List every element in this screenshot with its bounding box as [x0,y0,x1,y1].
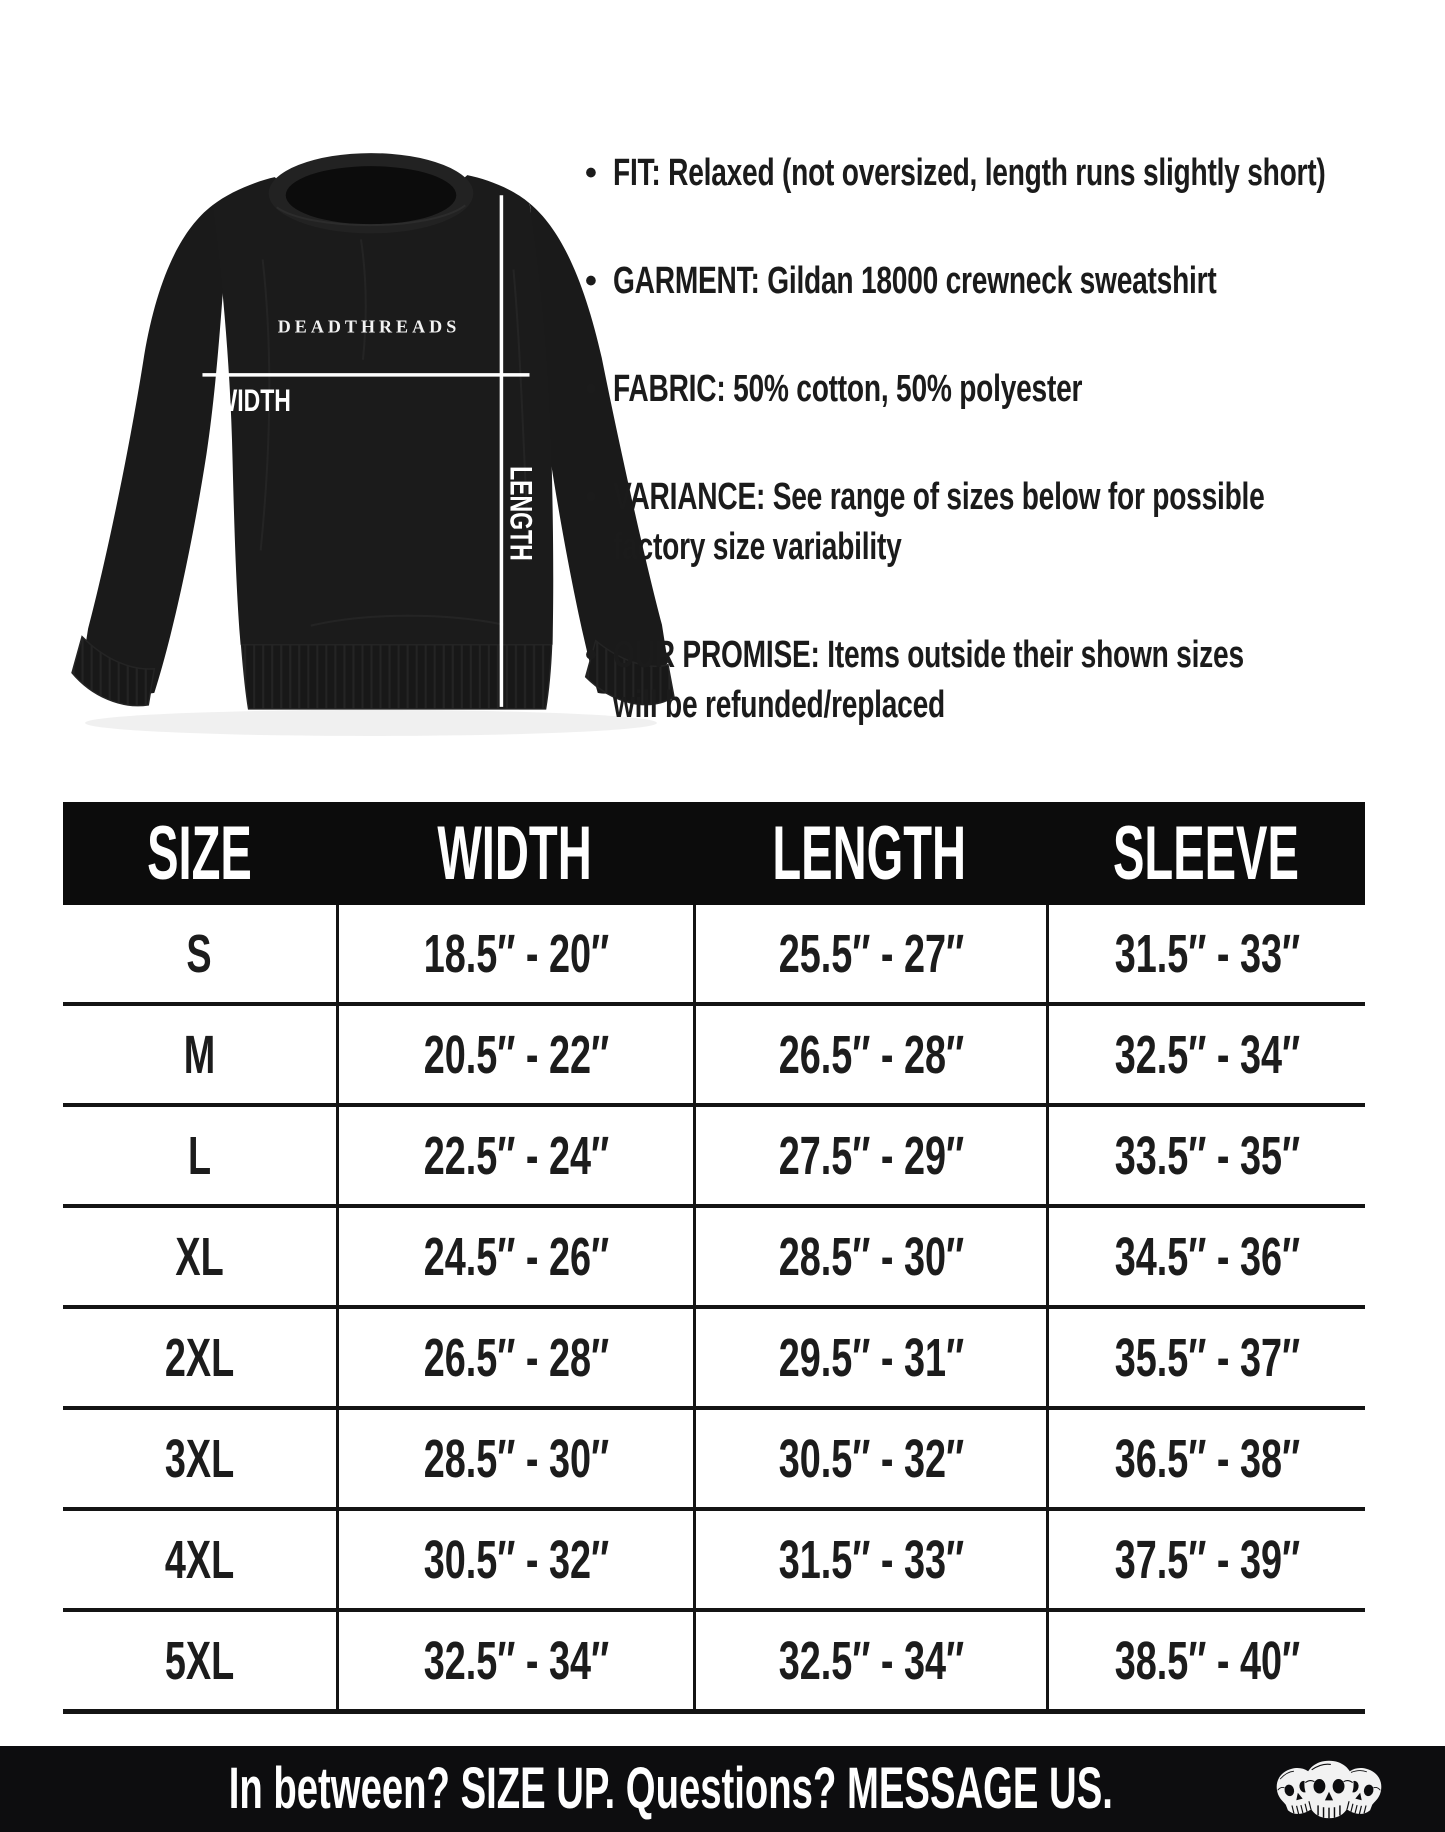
cell-value: 33.5″ - 35″ [1114,1125,1300,1186]
cell-value: 22.5″ - 24″ [423,1125,609,1186]
table-row-s [63,905,1365,1002]
three-skulls-icon [1269,1748,1389,1830]
cell-value: 5XL [164,1630,235,1691]
list-item-text: will be refunded/replaced [613,684,945,726]
cell-value: 28.5″ - 30″ [778,1226,964,1287]
cell-width [336,1309,693,1406]
table-row-l [63,1103,1365,1204]
table-row-4xl [63,1507,1365,1608]
cell-width [336,1410,693,1507]
cell-length [693,1612,1046,1709]
width-measure-label: WIDTH [215,382,291,418]
product-details-list [585,148,1415,730]
size-chart-table [63,802,1365,1714]
cell-value: XL [175,1226,224,1287]
cell-width [336,1107,693,1204]
cell-sleeve [1046,1410,1365,1507]
cell-length [693,1410,1046,1507]
list-item-fit [585,148,1415,198]
chest-brand-text: DEADTHREADS [277,316,461,337]
cell-value: 34.5″ - 36″ [1114,1226,1300,1287]
table-row-xl [63,1204,1365,1305]
cell-size [63,1208,336,1305]
cell-value: 24.5″ - 26″ [423,1226,609,1287]
bullet-dot: • [585,262,597,300]
bullet-dot: • [585,154,597,192]
cell-sleeve [1046,1107,1365,1204]
garment-shadow [85,710,657,736]
cell-sleeve [1046,1511,1365,1608]
cell-value: 26.5″ - 28″ [778,1024,964,1085]
bullet-dot: • [585,636,597,674]
cell-value: 25.5″ - 27″ [778,923,964,984]
cell-width [336,1006,693,1103]
cell-size [63,1309,336,1406]
column-header-length [693,810,1046,896]
bullet-dot: • [585,370,597,408]
cell-size [63,905,336,1002]
cell-size [63,1006,336,1103]
cell-length [693,1511,1046,1608]
cell-value: 32.5″ - 34″ [778,1630,964,1691]
cell-value: 32.5″ - 34″ [1114,1024,1300,1085]
cell-value: 30.5″ - 32″ [778,1428,964,1489]
cell-value: 31.5″ - 33″ [778,1529,964,1590]
column-header-label: SLEEVE [1112,810,1299,896]
cell-length [693,1107,1046,1204]
cell-value: S [186,923,213,984]
cell-value: 28.5″ - 30″ [423,1428,609,1489]
list-item-text: GARMENT: Gildan 18000 crewneck sweatshirt [613,260,1217,302]
cell-value: 3XL [164,1428,235,1489]
footer-bar [0,1746,1445,1832]
cell-sleeve [1046,1208,1365,1305]
table-row-5xl [63,1608,1365,1709]
cell-size [63,1410,336,1507]
cell-sleeve [1046,1006,1365,1103]
column-header-label: SIZE [147,810,252,896]
cell-value: 36.5″ - 38″ [1114,1428,1300,1489]
table-header-row [63,802,1365,905]
waistband [242,645,552,709]
list-item-promise [585,630,1415,730]
cell-length [693,1309,1046,1406]
cell-width [336,905,693,1002]
cell-width [336,1511,693,1608]
cell-width [336,1208,693,1305]
cell-value: 30.5″ - 32″ [423,1529,609,1590]
column-header-width [336,810,693,896]
cell-value: 20.5″ - 22″ [423,1024,609,1085]
three-skulls-logo [1269,1748,1389,1830]
cell-size [63,1107,336,1204]
list-item-text: FABRIC: 50% cotton, 50% polyester [613,368,1083,410]
cell-value: 29.5″ - 31″ [778,1327,964,1388]
table-row-m [63,1002,1365,1103]
cell-value: 18.5″ - 20″ [423,923,609,984]
cell-length [693,1208,1046,1305]
crewneck-collar [269,153,474,233]
cell-value: 37.5″ - 39″ [1114,1529,1300,1590]
length-measure-label: LENGTH [503,466,539,561]
cell-size [63,1511,336,1608]
bullet-dot: • [585,478,597,516]
list-item-text: FIT: Relaxed (not oversized, length runs slightly short) [613,152,1326,194]
column-header-sleeve [1046,810,1365,896]
list-item-text: OUR PROMISE: Items outside their shown sizes [613,634,1244,676]
cell-value: 26.5″ - 28″ [423,1327,609,1388]
list-item-fabric [585,364,1415,414]
cell-value: M [183,1024,216,1085]
column-header-label: LENGTH [772,810,967,896]
cell-value: 35.5″ - 37″ [1114,1327,1300,1388]
cell-sleeve [1046,905,1365,1002]
cell-sleeve [1046,1612,1365,1709]
list-item-variance [585,472,1415,572]
cell-width [336,1612,693,1709]
table-row-3xl [63,1406,1365,1507]
cell-value: L [187,1125,212,1186]
cell-value: 4XL [164,1529,235,1590]
footer-message: In between? SIZE UP. Questions? MESSAGE US. [228,1756,1113,1821]
cell-length [693,905,1046,1002]
cell-length [693,1006,1046,1103]
cell-value: 2XL [164,1327,235,1388]
left-sleeve [82,205,226,693]
cell-value: 32.5″ - 34″ [423,1630,609,1691]
table-row-2xl [63,1305,1365,1406]
cell-value: 27.5″ - 29″ [778,1125,964,1186]
list-item-garment [585,256,1415,306]
cell-value: 38.5″ - 40″ [1114,1630,1300,1691]
cell-size [63,1612,336,1709]
list-item-text: VARIANCE: See range of sizes below for possible [613,476,1265,518]
list-item-text: factory size variability [613,526,902,568]
column-header-size [63,810,336,896]
cell-value: 31.5″ - 33″ [1114,923,1300,984]
cell-sleeve [1046,1309,1365,1406]
column-header-label: WIDTH [437,810,592,896]
